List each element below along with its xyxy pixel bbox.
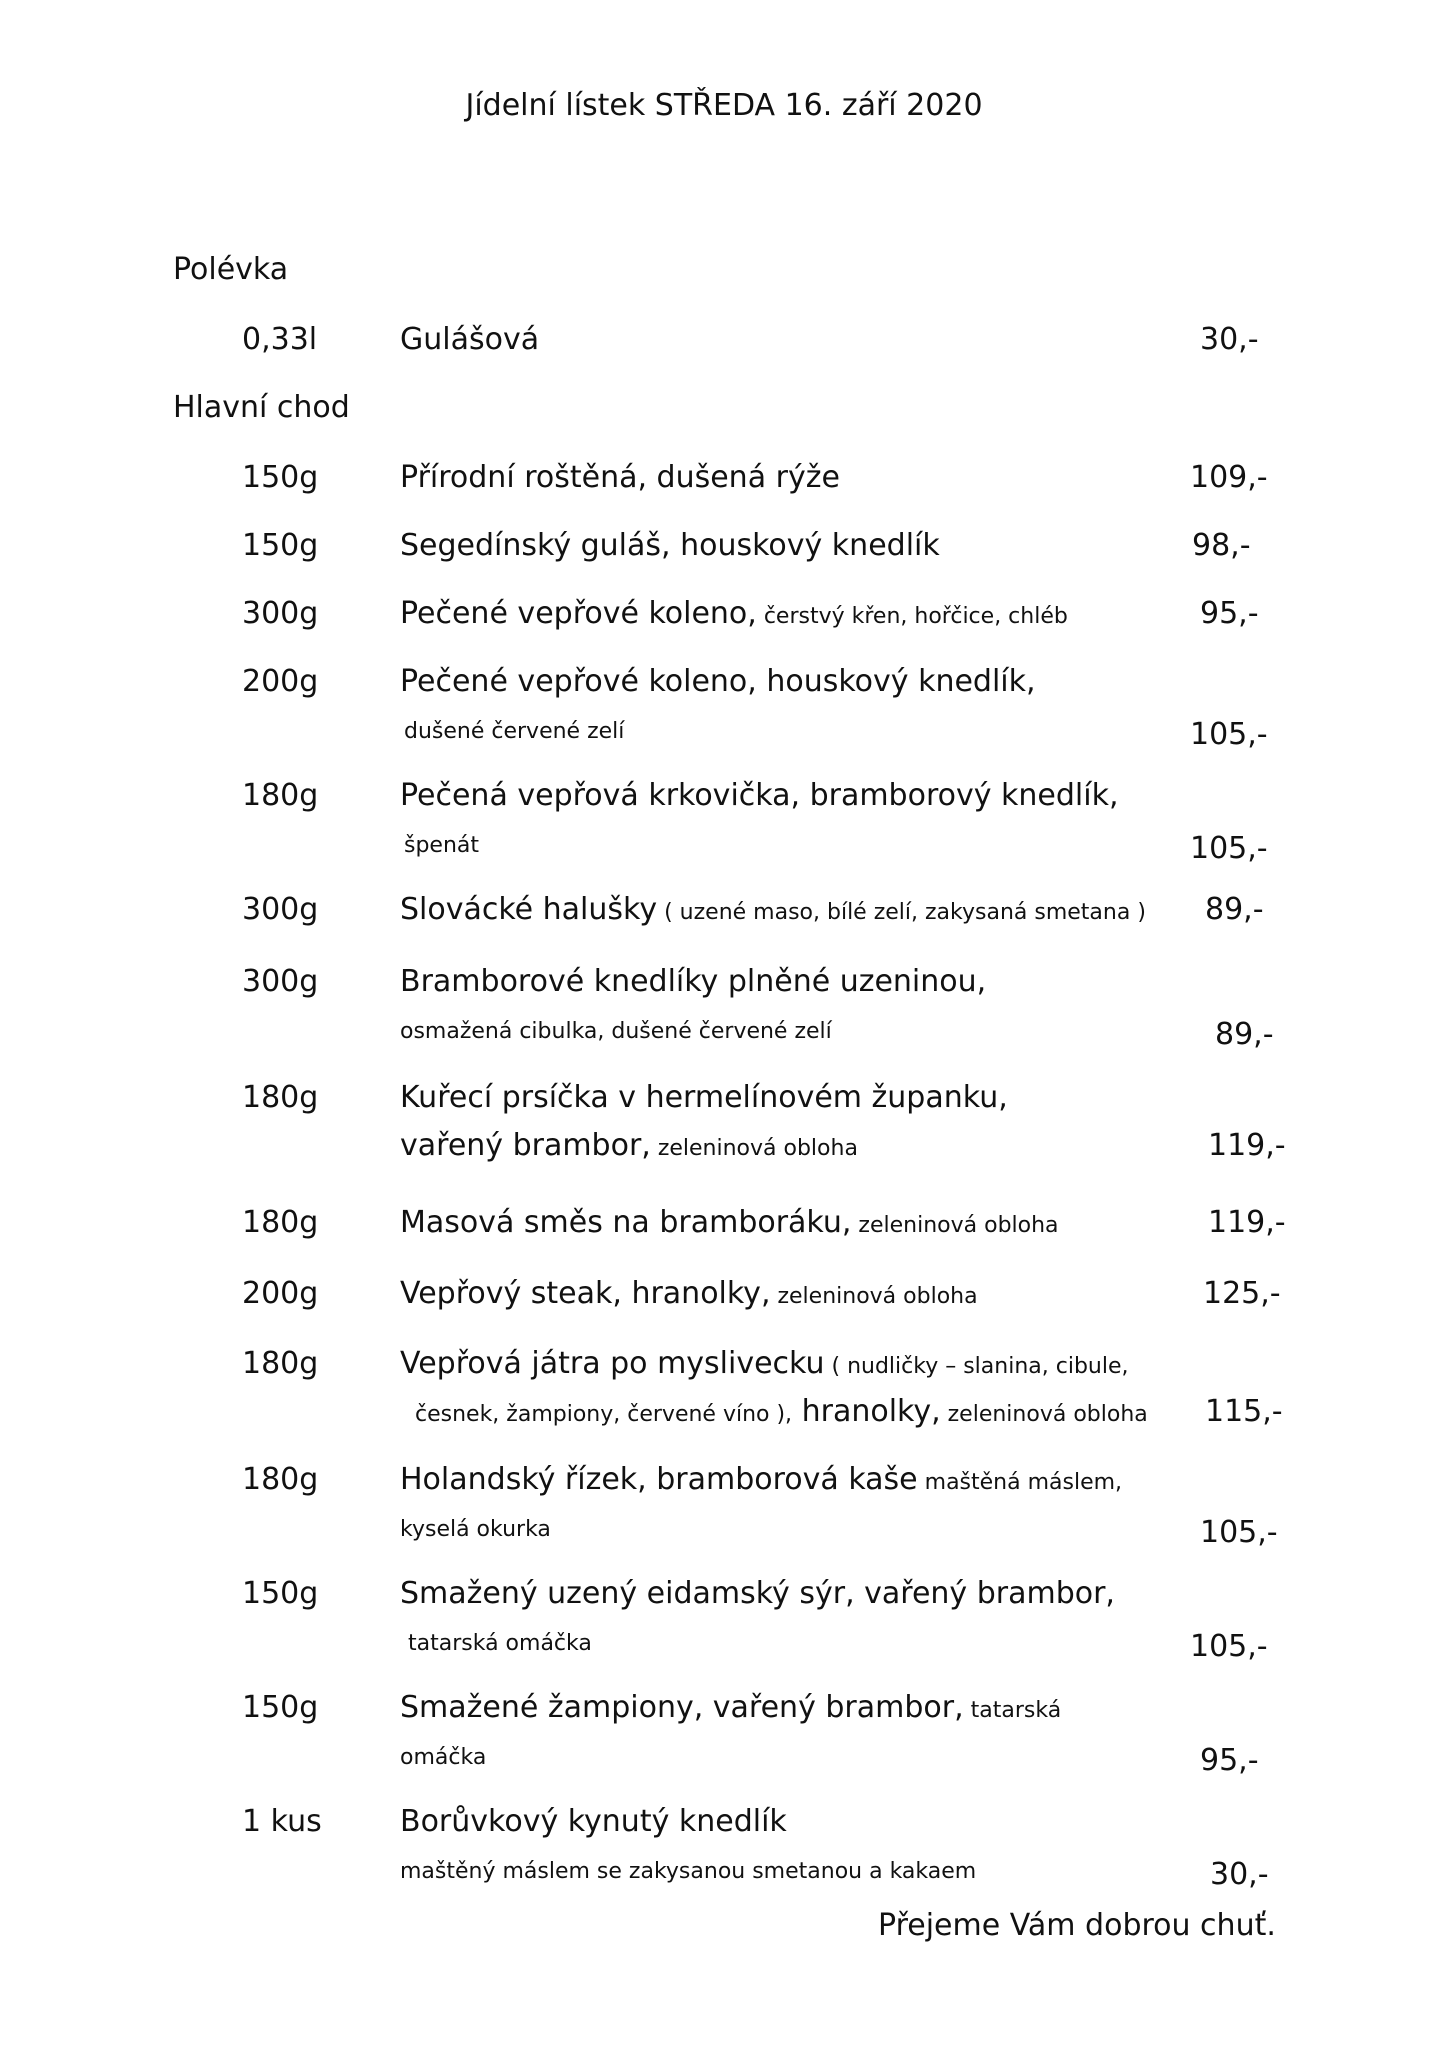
item-detail: tatarská omáčka [408,1631,592,1656]
item-detail: špenát [404,833,480,858]
item-price: 105,- [1200,1515,1278,1550]
item-quantity: 200g [242,664,319,699]
item-quantity: 300g [242,596,319,631]
menu-item [0,662,1448,782]
item-quantity: 300g [242,964,319,999]
item-name-cont: hranolky, [792,1394,941,1429]
menu-item [0,1802,1448,1922]
menu-item [0,1460,1448,1580]
item-price: 95,- [1200,1743,1259,1778]
item-quantity: 1 kus [242,1804,322,1839]
item-name: Gulášová [400,322,540,357]
item-note: ( nudličky – slanina, cibule, [824,1354,1129,1379]
item-price: 98,- [1192,528,1251,563]
item-price: 89,- [1215,1017,1274,1052]
item-name: Borůvkový kynutý knedlík [400,1804,787,1839]
item-price: 109,- [1190,460,1268,495]
footer-greeting: Přejeme Vám dobrou chuť. [878,1908,1276,1943]
item-price: 115,- [1205,1394,1283,1429]
item-quantity: 150g [242,528,319,563]
item-price: 105,- [1190,717,1268,752]
item-price: 105,- [1190,1629,1268,1664]
menu-item [0,962,1448,1082]
item-quantity: 180g [242,1346,319,1381]
item-price: 119,- [1208,1205,1286,1240]
item-quantity: 150g [242,460,319,495]
item-name: Pečená vepřová krkovička, bramborový knedlík, [400,778,1119,813]
item-name: Smažené žampiony, vařený brambor, [400,1690,964,1725]
item-quantity: 150g [242,1576,319,1611]
item-detail: dušené červené zelí [404,719,625,744]
item-name: Kuřecí prsíčka v hermelínovém županku, [400,1080,1008,1115]
item-name: Slovácké halušky [400,892,658,927]
item-price: 125,- [1203,1276,1281,1311]
item-detail: česnek, žampiony, červené víno ), [415,1402,793,1427]
item-name: Pečené vepřové koleno, houskový knedlík, [400,664,1036,699]
item-name: Přírodní roštěná, dušená rýže [400,460,840,495]
item-quantity: 180g [242,1205,319,1240]
item-name: Smažený uzený eidamský sýr, vařený brambor, [400,1576,1115,1611]
item-name: Bramborové knedlíky plněné uzeninou, [400,964,987,999]
item-price: 95,- [1200,596,1259,631]
item-name: Masová směs na bramboráku, [400,1205,852,1240]
item-note: zeleninová obloha [851,1213,1059,1238]
menu-item [0,1688,1448,1808]
item-quantity: 180g [242,1462,319,1497]
item-name-cont: vařený brambor, [400,1128,651,1163]
page-title: Jídelní lístek STŘEDA 16. září 2020 [465,88,983,123]
item-quantity: 0,33l [242,322,318,357]
section-soup: Polévka [173,252,289,287]
item-detail-tail: zeleninová obloha [940,1402,1148,1427]
item-name: Pečené vepřové koleno, [400,596,757,631]
item-price: 30,- [1200,322,1259,357]
item-name: Segedínský guláš, houskový knedlík [400,528,940,563]
section-main: Hlavní chod [173,390,350,425]
item-note: maštěná máslem, [917,1470,1123,1495]
item-price: 30,- [1210,1857,1269,1892]
menu-item [0,776,1448,896]
menu-item [0,1574,1448,1694]
item-quantity: 300g [242,892,319,927]
menu-item [0,1078,1448,1198]
item-quantity: 180g [242,778,319,813]
item-quantity: 180g [242,1080,319,1115]
item-price: 119,- [1208,1128,1286,1163]
item-detail: zeleninová obloha [650,1136,858,1161]
item-detail: maštěný máslem se zakysanou smetanou a kakaem [400,1859,977,1884]
item-detail: kyselá okurka [400,1517,551,1542]
item-quantity: 150g [242,1690,319,1725]
item-price: 105,- [1190,831,1268,866]
item-name: Vepřový steak, hranolky, [400,1276,771,1311]
item-note: čerstvý křen, hořčice, chléb [756,604,1068,629]
item-note: zeleninová obloha [770,1284,978,1309]
item-detail: omáčka [400,1745,487,1770]
item-note: tatarská [963,1698,1062,1723]
menu-item [0,1344,1448,1464]
item-quantity: 200g [242,1276,319,1311]
item-note: ( uzené maso, bílé zelí, zakysaná smetana ) [657,900,1146,925]
item-name: Vepřová játra po myslivecku [400,1346,825,1381]
item-price: 89,- [1205,892,1264,927]
item-name: Holandský řízek, bramborová kaše [400,1462,918,1497]
item-detail: osmažená cibulka, dušené červené zelí [400,1019,832,1044]
